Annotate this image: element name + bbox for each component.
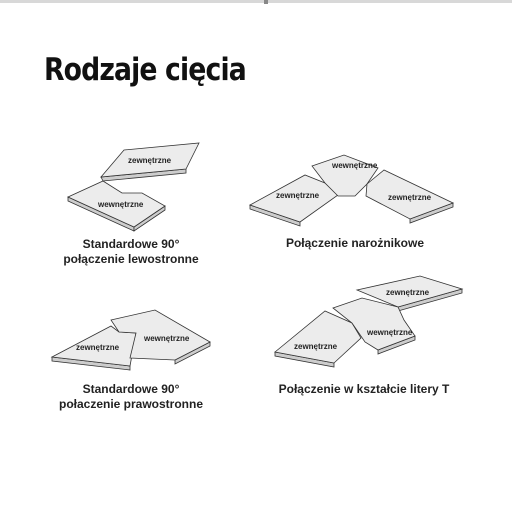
label-outer: zewnętrzne	[386, 288, 430, 297]
page-title: Rodzaje cięcia	[44, 52, 246, 88]
caption-right-joint	[56, 382, 206, 412]
label-inner: wewnętrzne	[98, 200, 144, 209]
caption-corner-joint	[275, 236, 435, 251]
label-outer: zewnętrzne	[76, 343, 120, 352]
label-outer: zewnętrzne	[388, 193, 432, 202]
caption-line1: Standardowe 90°	[82, 382, 180, 396]
label-inner: wewnętrzne	[367, 328, 413, 337]
caption-line2: połaczenie prawostronne	[58, 397, 204, 411]
caption-t-joint	[278, 382, 450, 397]
label-inner: wewnętrzne	[332, 161, 378, 170]
diagram-right-joint	[52, 310, 210, 370]
caption-line2: połączenie lewostronne	[63, 252, 199, 266]
caption-line1: Połączenie w kształcie litery T	[278, 382, 450, 396]
label-inner: wewnętrzne	[144, 334, 190, 343]
label-outer: zewnętrzne	[294, 342, 338, 351]
label-outer: zewnętrzne	[128, 156, 172, 165]
label-outer: zewnętrzne	[276, 191, 320, 200]
caption-line1: Standardowe 90°	[82, 237, 180, 251]
diagram-t-joint	[275, 276, 462, 367]
diagram-corner-joint	[250, 155, 453, 226]
diagram-left-joint	[68, 143, 199, 231]
caption-left-joint	[56, 237, 206, 267]
caption-line1: Połączenie narożnikowe	[285, 236, 425, 250]
